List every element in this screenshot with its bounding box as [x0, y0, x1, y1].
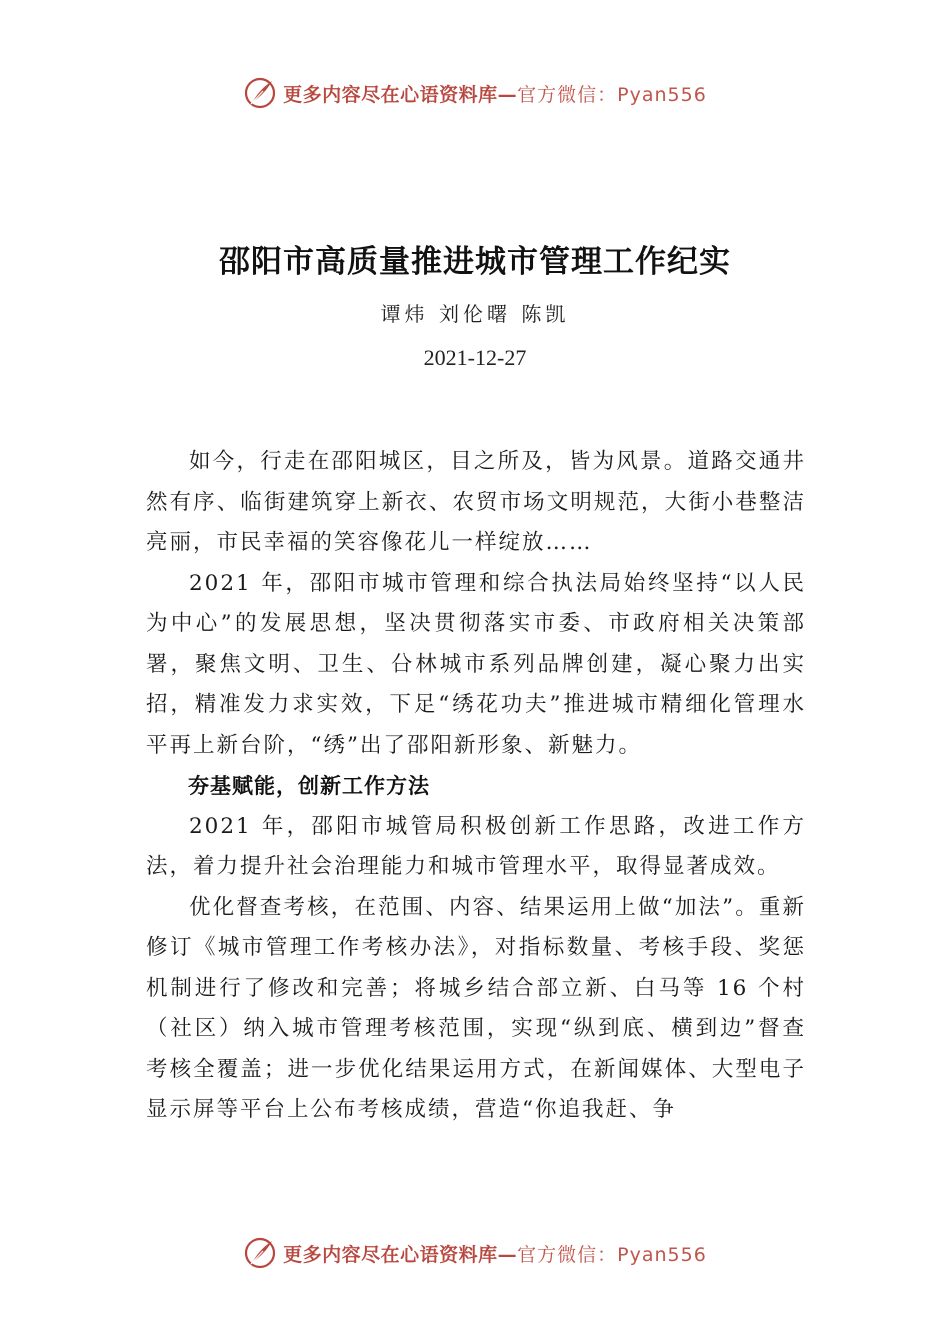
publish-date: 2021-12-27 [423, 345, 527, 370]
header-banner [0, 71, 950, 115]
page-title: 邵阳市高质量推进城市管理工作纪实 [219, 244, 731, 280]
article-body [146, 442, 806, 1131]
authors: 谭炜 刘伦曙 陈凯 [380, 302, 570, 326]
banner-wechat: 官方微信：Pyan556 [517, 1243, 707, 1266]
section-heading: 夯基赋能，创新工作方法 [188, 774, 430, 798]
banner-wechat: 官方微信：Pyan556 [517, 83, 707, 106]
paragraph: 2021 年，邵阳市城管局积极创新工作思路，改进工作方法，着力提升社会治理能力和城市管理水平，取得显著成效。 [146, 813, 806, 879]
paragraph: 优化督查考核，在范围、内容、结果运用上做“加法”。重新修订《城市管理工作考核办法》，对指标数量、考核手段、奖惩机制进行了修改和完善；将城乡结合部立新、白马等 16 个村（社区）纳入城市管理考核范围，实现“纵到底、横到边”督查考核全覆盖；进一步优化结果运用方式，在新闻媒体、大型电子显示屏等平台上公布考核成绩，营造“你追我赶、争 [146, 894, 806, 1122]
feather-logo-icon [243, 76, 277, 110]
feather-logo-icon [243, 1236, 277, 1270]
paragraph: 2021 年，邵阳市城市管理和综合执法局始终坚持“以人民为中心”的发展思想，坚决贯彻落实市委、市政府相关决策部署，聚焦文明、卫生、㕣林城市系列品牌创建，凝心聚力出实招，精准发力求实效，下足“绣花功夫”推进城市精细化管理水平再上新台阶，“绣”出了邵阳新形象、新魅力。 [146, 570, 806, 758]
paragraph: 如今，行走在邵阳城区，目之所及，皆为风景。道路交通井然有序、临街建筑穿上新衣、农贸市场文明规范，大街小巷整洁亮丽，市民幸福的笑容像花儿一样绽放…… [146, 449, 806, 555]
banner-text: 更多内容尽在心语资料库— [283, 1243, 518, 1266]
banner-text: 更多内容尽在心语资料库— [283, 83, 518, 106]
footer-banner [0, 1231, 950, 1275]
